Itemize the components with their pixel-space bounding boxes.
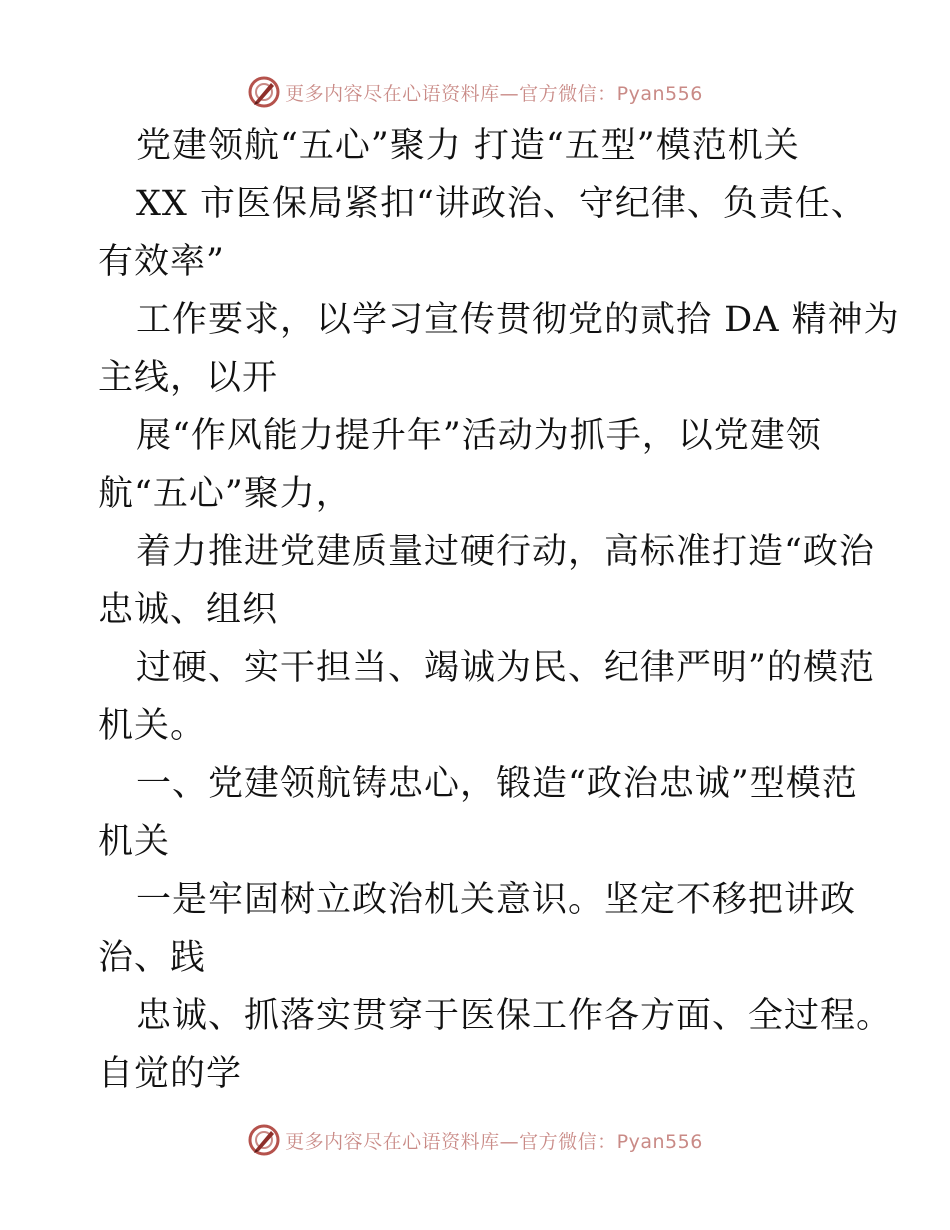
document-line: 着力推进党建质量过硬行动，高标准打造“政治 bbox=[136, 532, 875, 572]
document-line: XX 市医保局紧扣“讲政治、守纪律、负责任、 bbox=[136, 184, 867, 224]
pen-circle-logo-icon bbox=[247, 75, 281, 109]
document-line: 展“作风能力提升年”活动为抓手，以党建领 bbox=[136, 416, 822, 456]
header-watermark-text: 更多内容尽在心语资料库—官方微信：Pyan556 bbox=[285, 82, 703, 105]
document-line: 工作要求，以学习宣传贯彻党的贰拾 DA 精神为 bbox=[136, 300, 900, 340]
document-line: 主线，以开 bbox=[98, 358, 279, 398]
document-line: 党建领航“五心”聚力 打造“五型”模范机关 bbox=[136, 126, 800, 166]
document-line: 一是牢固树立政治机关意识。坚定不移把讲政 bbox=[136, 880, 857, 920]
document-line: 一、党建领航铸忠心，锻造“政治忠诚”型模范 bbox=[136, 764, 858, 804]
footer-watermark-text: 更多内容尽在心语资料库—官方微信：Pyan556 bbox=[285, 1130, 703, 1153]
document-line: 有效率” bbox=[98, 242, 225, 282]
pen-circle-logo-icon bbox=[247, 1123, 281, 1157]
document-line: 机关 bbox=[98, 822, 171, 862]
document-line: 自觉的学 bbox=[98, 1054, 243, 1094]
document-line: 忠诚、组织 bbox=[98, 590, 279, 630]
document-line: 过硬、实干担当、竭诚为民、纪律严明”的模范 bbox=[136, 648, 875, 688]
header-watermark-banner bbox=[0, 72, 950, 112]
document-line: 忠诚、抓落实贯穿于医保工作各方面、全过程。 bbox=[136, 996, 893, 1036]
document-line: 航“五心”聚力， bbox=[98, 474, 352, 514]
document-body bbox=[98, 117, 900, 1103]
document-line: 治、践 bbox=[98, 938, 207, 978]
document-line: 机关。 bbox=[98, 706, 207, 746]
footer-watermark-banner bbox=[0, 1120, 950, 1160]
